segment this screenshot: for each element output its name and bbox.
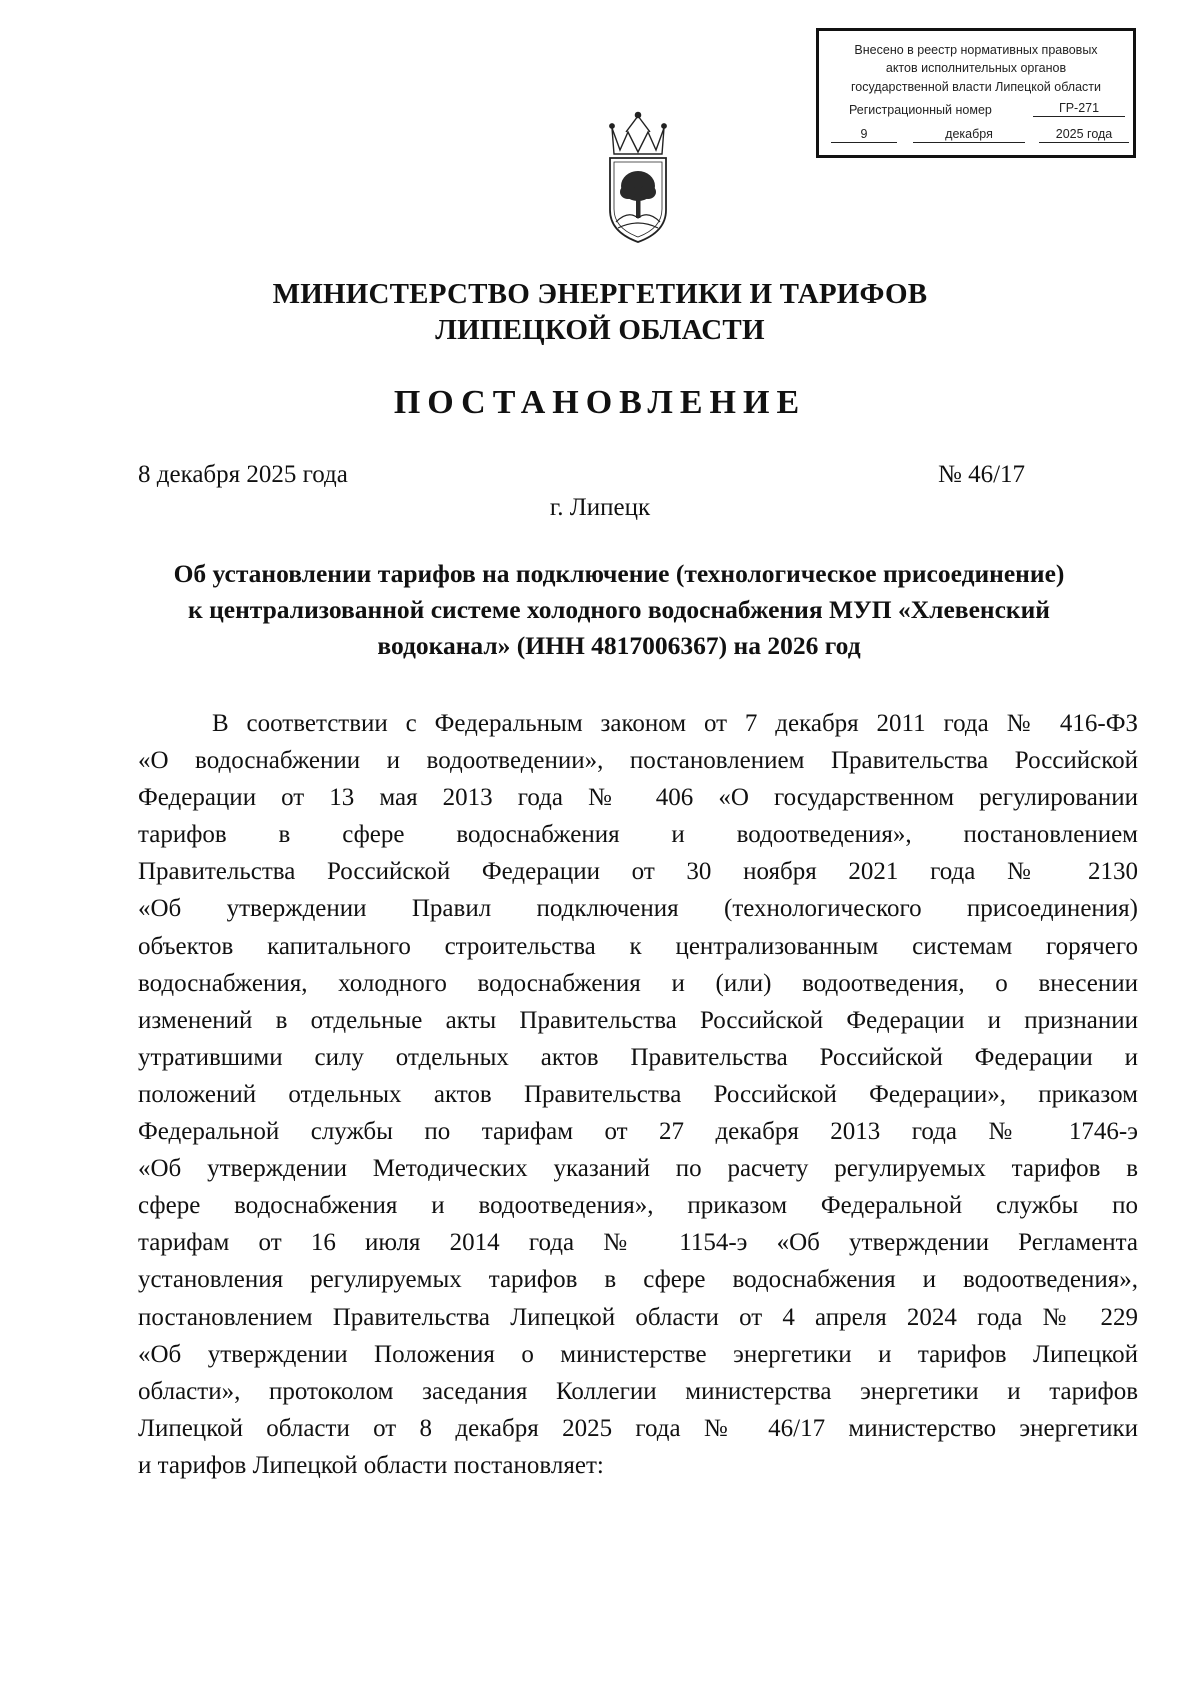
body-line: установления регулируемых тарифов в сфере водоснабжения и водоотведения», — [138, 1266, 1138, 1294]
document-number: № 46/17 — [938, 461, 1026, 488]
subject-line: к централизованной системе холодного водоснабжения МУП «Хлевенский — [188, 595, 1050, 624]
ministry-name-line-1: МИНИСТЕРСТВО ЭНЕРГЕТИКИ И ТАРИФОВ — [272, 278, 928, 310]
body-line: положений отдельных актов Правительства Российской Федерации», приказом — [138, 1080, 1138, 1108]
body-line: объектов капитального строительства к централизованным системам горячего — [138, 932, 1138, 960]
body-line: тарифам от 16 июля 2014 года № 1154-э «Об утверждении Регламента — [138, 1229, 1138, 1257]
stamp-line-2: актов исполнительных органов — [885, 61, 1067, 75]
document-city: г. Липецк — [549, 494, 651, 521]
body-line: тарифов в сфере водоснабжения и водоотведения», постановлением — [138, 821, 1138, 849]
stamp-month: декабря — [913, 127, 1025, 143]
stamp-reg-label: Регистрационный номер — [849, 103, 992, 117]
stamp-day: 9 — [831, 127, 897, 143]
stamp-year: 2025 года — [1039, 127, 1129, 143]
body-line: Правительства Российской Федерации от 30 ноября 2021 года № 2130 — [138, 858, 1138, 886]
body-line: изменений в отдельные акты Правительства Российской Федерации и признании — [138, 1006, 1138, 1034]
body-line: Федерации от 13 мая 2013 года № 406 «О государственном регулировании — [138, 784, 1138, 812]
body-line: Федеральной службы по тарифам от 27 декабря 2013 года № 1746-э — [138, 1118, 1138, 1146]
stamp-reg-number: ГР-271 — [1033, 101, 1125, 117]
body-line: сфере водоснабжения и водоотведения», приказом Федеральной службы по — [138, 1192, 1138, 1220]
lipetsk-coat-of-arms-icon — [598, 110, 678, 245]
registry-stamp — [816, 28, 1136, 158]
ministry-name-line-2: ЛИПЕЦКОЙ ОБЛАСТИ — [435, 314, 765, 346]
document-type: ПОСТАНОВЛЕНИЕ — [393, 384, 807, 421]
body-line: водоснабжения, холодного водоснабжения и (или) водоотведения, о внесении — [138, 969, 1138, 997]
body-line: В соответствии с Федеральным законом от 7 декабря 2011 года № 416-ФЗ — [212, 710, 1138, 737]
document-subject — [138, 556, 1100, 664]
body-line: постановлением Правительства Липецкой области от 4 апреля 2024 года № 229 — [138, 1303, 1138, 1331]
body-line: «Об утверждении Методических указаний по расчету регулируемых тарифов в — [138, 1155, 1138, 1183]
body-line: «О водоснабжении и водоотведении», постановлением Правительства Российской — [138, 747, 1138, 775]
body-line: области», протоколом заседания Коллегии министерства энергетики и тарифов — [138, 1377, 1138, 1405]
document-body — [138, 705, 1138, 1484]
document-date: 8 декабря 2025 года — [138, 461, 348, 488]
subject-line: водоканал» (ИНН 4817006367) на 2026 год — [377, 631, 861, 660]
body-line: Липецкой области от 8 декабря 2025 года № 46/17 министерство энергетики — [138, 1414, 1138, 1442]
stamp-line-1: Внесено в реестр нормативных правовых — [854, 43, 1098, 57]
body-line: «Об утверждении Правил подключения (технологического присоединения) — [138, 895, 1138, 923]
stamp-line-3: государственной власти Липецкой области — [850, 80, 1102, 94]
body-line: утратившими силу отдельных актов Правительства Российской Федерации и — [138, 1043, 1138, 1071]
subject-line: Об установлении тарифов на подключение (технологическое присоединение) — [173, 559, 1065, 588]
body-line: «Об утверждении Положения о министерстве энергетики и тарифов Липецкой — [138, 1340, 1138, 1368]
body-line: и тарифов Липецкой области постановляет: — [138, 1451, 604, 1479]
